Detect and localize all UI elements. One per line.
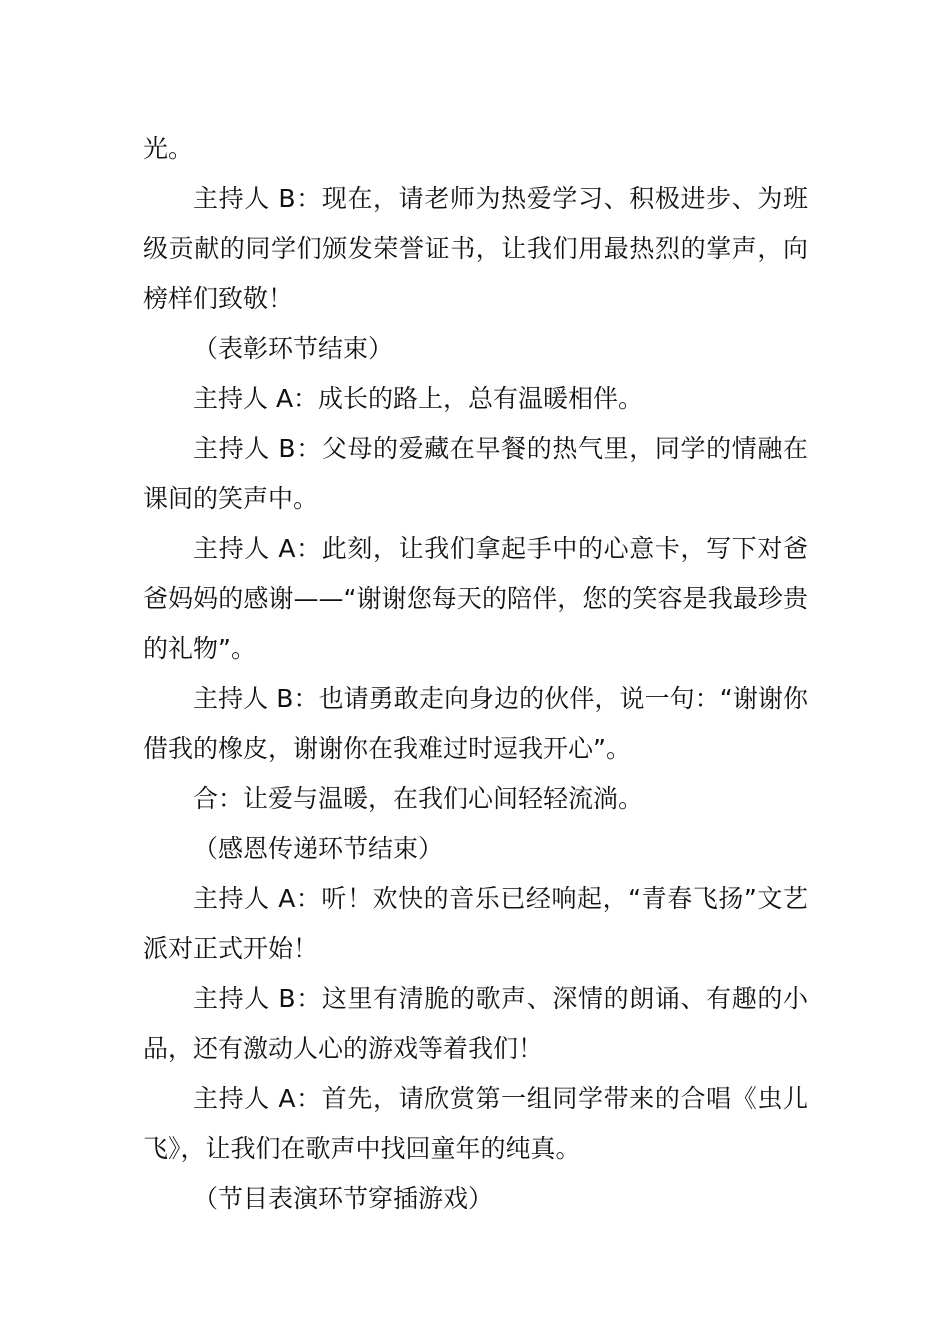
paragraph-together: 合：让爱与温暖，在我们心间轻轻流淌。 bbox=[193, 784, 644, 813]
paragraph-continuation: 光。 bbox=[143, 134, 194, 163]
document-body bbox=[143, 124, 808, 1224]
paragraph-host-b-award: 主持人 B：现在，请老师为热爱学习、积极进步、为班级贡献的同学们颁发荣誉证书，让我们用最热烈的掌声，向榜样们致敬！ bbox=[143, 184, 808, 313]
paragraph-stage-note-performance: （节目表演环节穿插游戏） bbox=[193, 1184, 494, 1213]
paragraph-host-b-love: 主持人 B：父母的爱藏在早餐的热气里，同学的情融在课间的笑声中。 bbox=[143, 434, 808, 513]
paragraph-host-b-partner: 主持人 B：也请勇敢走向身边的伙伴，说一句：“谢谢你借我的橡皮，谢谢你在我难过时逗我开心”。 bbox=[143, 684, 808, 763]
paragraph-stage-note-award-end: （表彰环节结束） bbox=[193, 334, 394, 363]
paragraph-host-b-program: 主持人 B：这里有清脆的歌声、深情的朗诵、有趣的小品，还有激动人心的游戏等着我们！ bbox=[143, 984, 808, 1063]
paragraph-host-a-growth: 主持人 A：成长的路上，总有温暖相伴。 bbox=[193, 384, 644, 413]
paragraph-host-a-chorus: 主持人 A：首先，请欣赏第一组同学带来的合唱《虫儿飞》，让我们在歌声中找回童年的纯真。 bbox=[143, 1084, 808, 1163]
paragraph-host-a-card: 主持人 A：此刻，让我们拿起手中的心意卡，写下对爸爸妈妈的感谢——“谢谢您每天的陪伴，您的笑容是我最珍贵的礼物”。 bbox=[143, 534, 808, 663]
paragraph-stage-note-gratitude-end: （感恩传递环节结束） bbox=[193, 834, 444, 863]
paragraph-host-a-party-start: 主持人 A：听！欢快的音乐已经响起，“青春飞扬”文艺派对正式开始！ bbox=[143, 884, 808, 963]
